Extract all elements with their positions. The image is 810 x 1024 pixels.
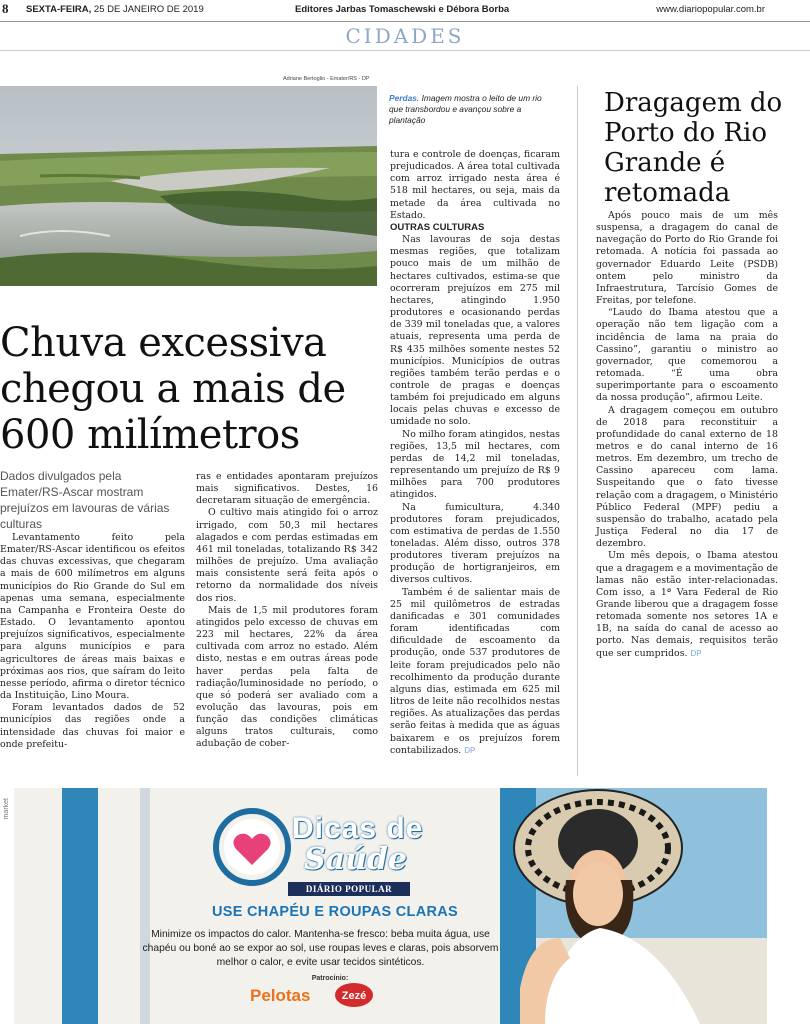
paragraph: O cultivo mais atingido foi o arroz irrigado, com 50,3 mil hectares alagados e com perdas estimadas em 461 mil toneladas, totalizando R$ 342 milhões de prejuízo. Uma avaliação mais consistente será feita após o retorno da normalidade dos níveis dos rios. — [196, 507, 378, 604]
sponsor-pelotas-logo[interactable]: Pelotas — [250, 986, 311, 1005]
paragraph: Levantamento feito pela Emater/RS-Ascar identificou os efeitos das chuvas excessivas, que chegaram a mais de 600 milímetros em alguns municípios do Rio Grande do Sul em apenas uma semana, especialmente na Campanha e Fronteira Oeste do Estado. O levantamento apontou prejuízos significativos, especialmente para alguns municípios e para agricultores de áreas mais baixas e próximas aos rios, que saíram do leito nesse período, afirma o diretor técnico da Instituição, Lino Moura. — [0, 532, 185, 702]
section-title: CIDADES — [345, 24, 465, 48]
paragraph-text: Também é de salientar mais de 25 mil quilômetros de estradas danificadas e 301 comunidades foram identificadas com dificuldade de escoamento da produção, onde 537 produtores de leite foram prejudicados pelo não recolhimento da produção durante alguns dias, estimada em 625 mil litros de leite não recolhidos nestas regiões. As atualizações das perdas serão feitas à medida que as águas baixarem e os prejuízos forem contabilizados. — [390, 586, 560, 756]
ad-headline: USE CHAPÉU E ROUPAS CLARAS — [211, 904, 458, 920]
ad-side-label — [0, 788, 14, 1024]
paragraph: A dragagem começou em outubro de 2018 para reconstituir a profundidade do canal externo de 18 metros e do canal interno de 16 metros. Em dezembro, um trecho de Cassino apareceu com lama. Suspeitando que o fato tivesse relação com a dragagem, o Ministério Público Federal (MPF) pediu a suspensão do trabalho, acatado pela Justiça Federal no dia 17 de dezembro. — [596, 404, 778, 550]
caption-lead: Perdas. — [389, 93, 420, 103]
paragraph — [390, 587, 560, 757]
paragraph: No milho foram atingidos, nestas regiões, 13,5 mil hectares, com perdas de 14,2 mil toneladas, representando um prejuízo de R$ 9 milhões para 700 produtores atingidos. — [390, 428, 560, 501]
page-number: 8 — [2, 1, 9, 16]
paragraph — [596, 550, 778, 659]
issue-date-text: 25 DE JANEIRO DE 2019 — [93, 4, 204, 15]
column-divider — [577, 86, 578, 776]
editors-line: Editores Jarbas Tomaschewski e Débora Borba — [295, 4, 510, 15]
main-headline: Chuva excessiva chegou a mais de 600 milímetros — [0, 320, 346, 458]
signoff: DP — [690, 648, 702, 658]
main-col-3 — [390, 149, 560, 757]
paragraph: Foram levantados dados de 52 municípios das regiões onde a intensidade das chuvas foi maior e onde prefeitu- — [0, 702, 185, 750]
photo-caption — [389, 93, 554, 126]
ad-title-line2: Saúde — [304, 842, 407, 877]
side-headline: Dragagem do Porto do Rio Grande é retomada — [604, 88, 783, 208]
paragraph-text: Um mês depois, o Ibama atestou que a dragagem e a movimentação de lamas não estão inter-relacionadas. Com isso, a 1ª Vara Federal de Rio Grande liberou que a dragagem fosse retomada somente nos setores 1A e 1B, na saída do canal de acesso ao porto. Nas demais, requisitos terão que ser cumpridos. — [596, 550, 778, 659]
photo-credit: Adriane Bertoglio - Emater/RS - DP — [283, 76, 370, 82]
side-col — [596, 210, 778, 660]
paragraph: Mais de 1,5 mil produtores foram atingidos pelo excesso de chuvas em 223 mil hectares, 22% da área cultivada com arroz no estado. Além disto, nestas e em outras áreas pode haver perdas pela falta de radiação/luminosidade no período, o que só poderá ser avaliado com a evolução das lavouras, pois em função das condições climáticas alguns tratos culturais, como adubação de cober- — [196, 604, 378, 750]
ad-sponsor-label: Patrocínio: — [311, 975, 349, 982]
subhead: OUTRAS CULTURAS — [390, 221, 485, 233]
paragraph: Após pouco mais de um mês suspensa, a dragagem do canal de navegação do Porto do Rio Grande foi retomada. A notícia foi passada ao governador Eduardo Leite (PSDB) ontem pelo ministro da Infraestrutura, Tarcísio Gomes de Freitas, por telefone. — [596, 210, 778, 307]
sponsor-zeze-text: Zezé — [341, 990, 367, 1002]
ad-body-text: Minimize os impactos do calor. Mantenha-se fresco: beba muita água, use chapéu ou boné ao se expor ao sol, use roupas leves e claras, pois absorvem melhor o calor, e evite usar tecidos sintéticos. — [142, 929, 499, 968]
section-divider — [0, 50, 810, 51]
ad-brand: DIÁRIO POPULAR — [288, 882, 410, 896]
flood-photo — [0, 86, 377, 286]
paragraph: Na fumicultura, 4.340 produtores foram prejudicados, com estimativa de perdas de 1.550 toneladas. Além disso, outros 378 produtores tiveram prejuízos na produção de hortigranjeiros, em diversos cultivos. — [390, 501, 560, 586]
paragraph: Nas lavouras de soja destas mesmas regiões, que totalizam pouco mais de um milhão de hectares cultivados, estima-se que ocorreram prejuízos em 275 mil hectares, atingindo 1.950 produtores e ocasionando perdas de 339 mil toneladas que, a valores atuais, representa uma perda de R$ 435 milhões somente nestes 52 municípios. Municípios de outras regiões também terão perdas e o controle de pragas e doenças também foi prejudicado em alguns locais pelas chuvas e excesso de umidade no solo. — [390, 234, 560, 428]
heart-logo-icon — [212, 807, 292, 887]
ad-side-text: market — [3, 798, 10, 820]
paragraph: ras e entidades apontaram prejuízos mais significativos. Destes, 16 decretaram situação de emergência. — [196, 471, 378, 507]
signoff: DP — [464, 745, 476, 755]
caption-text: Imagem mostra o leito de um rio que transbordou e avançou sobre a plantação — [389, 93, 542, 125]
paragraph: “Laudo do Ibama atestou que a operação não tem ligação com a incidência de lama na praia do Cassino”, garantiu o ministro ao governador, que comemorou a retomada. “É uma obra superimportante para o escoamento da nossa produção”, afirmou Leite. — [596, 307, 778, 404]
site-url[interactable]: www.diariopopular.com.br — [656, 4, 765, 15]
main-deck: Dados divulgados pela Emater/RS-Ascar mostram prejuízos em lavouras de várias culturas — [0, 469, 170, 531]
ad-title-line1: Dicas de — [292, 812, 424, 845]
main-col-2 — [196, 471, 378, 751]
issue-weekday: SEXTA-FEIRA, — [26, 4, 92, 15]
issue-date — [26, 4, 204, 15]
main-col-1 — [0, 532, 185, 751]
paragraph: tura e controle de doenças, ficaram prejudicados. A área total cultivada com arroz irrigado nesta área é 518 mil hectares, ou seja, mais da metade da área cultivada no Estado. — [390, 149, 560, 221]
page-header — [0, 0, 810, 22]
sponsor-zeze-logo[interactable] — [334, 982, 374, 1008]
